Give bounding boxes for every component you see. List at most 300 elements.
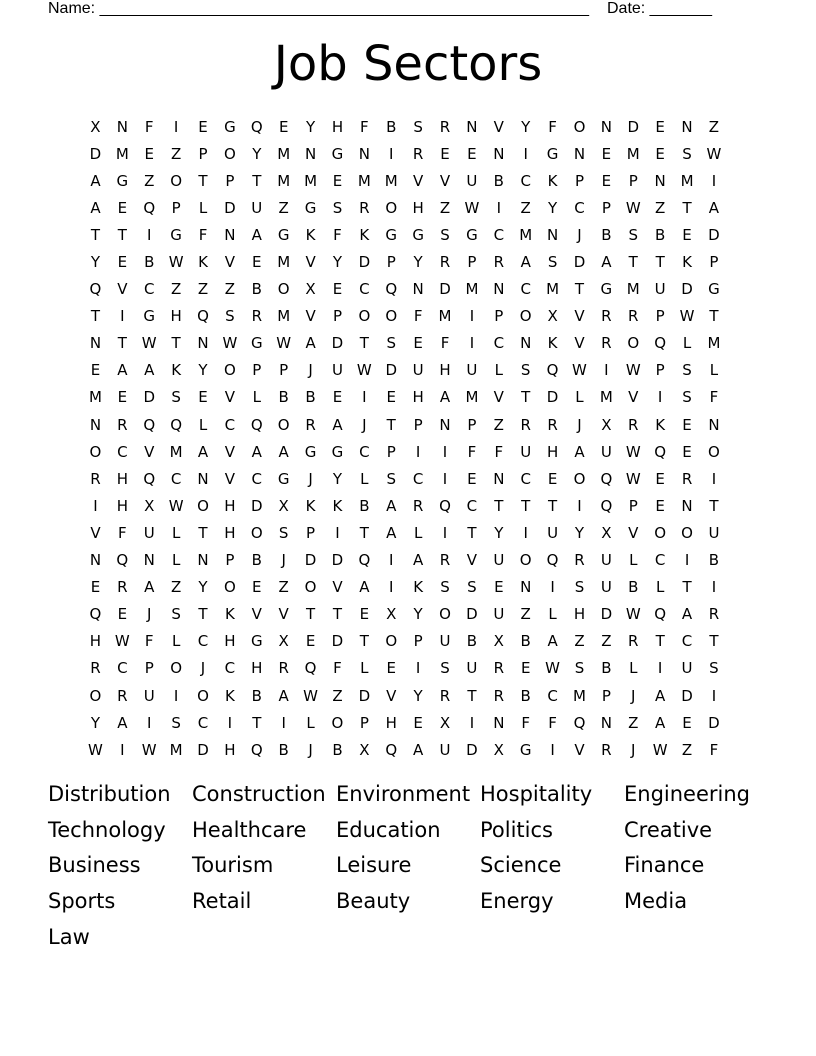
grid-letter[interactable]: I — [604, 361, 609, 380]
grid-letter[interactable]: U — [466, 659, 478, 678]
grid-letter[interactable]: P — [413, 415, 423, 434]
grid-letter[interactable]: O — [573, 469, 586, 488]
grid-letter[interactable]: H — [331, 117, 344, 136]
grid-letter[interactable]: C — [493, 334, 505, 353]
grid-letter[interactable]: A — [655, 713, 666, 732]
grid-letter[interactable]: T — [628, 253, 638, 272]
grid-letter[interactable]: E — [467, 144, 477, 163]
grid-letter[interactable]: F — [548, 713, 557, 732]
grid-letter[interactable]: J — [577, 225, 582, 244]
grid-letter[interactable]: H — [546, 442, 559, 461]
grid-letter[interactable]: I — [469, 307, 475, 326]
grid-letter[interactable]: L — [171, 632, 181, 651]
grid-letter[interactable]: I — [415, 442, 421, 461]
grid-letter[interactable]: A — [251, 442, 262, 461]
grid-letter[interactable]: P — [306, 523, 316, 542]
grid-letter[interactable]: I — [147, 713, 152, 732]
grid-letter[interactable]: Q — [89, 280, 102, 299]
grid-letter[interactable]: O — [277, 280, 290, 299]
grid-letter[interactable]: W — [625, 361, 641, 380]
grid-letter[interactable]: N — [708, 415, 720, 434]
grid-letter[interactable]: Q — [250, 740, 263, 759]
grid-letter[interactable]: F — [333, 659, 342, 678]
grid-letter[interactable]: U — [547, 523, 559, 542]
grid-letter[interactable]: N — [573, 144, 586, 163]
grid-letter[interactable]: N — [466, 117, 478, 136]
grid-letter[interactable]: A — [520, 253, 531, 272]
grid-letter[interactable]: M — [680, 171, 694, 190]
grid-letter[interactable]: Y — [413, 686, 423, 705]
grid-letter[interactable]: K — [224, 605, 235, 624]
name-field[interactable]: Name: _______________________________________________________ — [48, 0, 589, 17]
grid-letter[interactable]: T — [117, 225, 127, 244]
grid-letter[interactable]: O — [197, 686, 209, 705]
grid-letter[interactable]: T — [171, 334, 181, 353]
grid-letter[interactable]: M — [707, 334, 721, 353]
grid-letter[interactable]: C — [197, 713, 209, 732]
grid-letter[interactable]: I — [93, 496, 98, 515]
grid-letter[interactable]: O — [304, 578, 317, 597]
grid-letter[interactable]: U — [493, 605, 505, 624]
grid-letter[interactable]: C — [493, 225, 505, 244]
grid-letter[interactable]: O — [573, 117, 586, 136]
grid-letter[interactable]: J — [147, 605, 152, 624]
grid-letter[interactable]: Z — [332, 686, 343, 705]
grid-letter[interactable]: A — [278, 442, 289, 461]
grid-letter[interactable]: K — [547, 171, 558, 190]
grid-letter[interactable]: G — [466, 225, 478, 244]
grid-letter[interactable]: N — [116, 117, 128, 136]
grid-letter[interactable]: P — [332, 307, 342, 326]
grid-letter[interactable]: V — [439, 171, 451, 190]
grid-letter[interactable]: G — [143, 307, 156, 326]
grid-letter[interactable]: P — [467, 253, 477, 272]
grid-letter[interactable]: R — [708, 605, 720, 624]
grid-letter[interactable]: H — [224, 632, 236, 651]
grid-letter[interactable]: B — [386, 117, 397, 136]
grid-letter[interactable]: I — [335, 523, 340, 542]
grid-letter[interactable]: R — [90, 469, 101, 488]
grid-letter[interactable]: D — [681, 280, 693, 299]
grid-letter[interactable]: F — [333, 225, 342, 244]
grid-letter[interactable]: I — [120, 740, 125, 759]
grid-letter[interactable]: F — [494, 442, 504, 461]
grid-letter[interactable]: N — [412, 280, 424, 299]
grid-letter[interactable]: E — [655, 469, 665, 488]
grid-letter[interactable]: T — [494, 496, 504, 515]
grid-letter[interactable]: S — [628, 225, 639, 244]
grid-letter[interactable]: Y — [413, 605, 423, 624]
grid-letter[interactable]: E — [494, 578, 504, 597]
grid-letter[interactable]: W — [625, 198, 641, 217]
grid-letter[interactable]: V — [386, 686, 397, 705]
grid-letter[interactable]: T — [117, 334, 127, 353]
grid-letter[interactable]: J — [308, 361, 313, 380]
grid-letter[interactable]: D — [197, 740, 209, 759]
grid-letter[interactable]: N — [520, 334, 532, 353]
grid-letter[interactable]: D — [708, 225, 720, 244]
grid-letter[interactable]: K — [171, 361, 182, 380]
grid-letter[interactable]: V — [628, 523, 639, 542]
grid-letter[interactable]: S — [171, 388, 181, 407]
grid-letter[interactable]: I — [173, 686, 179, 705]
grid-letter[interactable]: W — [572, 361, 587, 380]
grid-letter[interactable]: J — [281, 551, 286, 570]
grid-letter[interactable]: C — [170, 469, 182, 488]
grid-letter[interactable]: Y — [90, 253, 101, 272]
grid-letter[interactable]: A — [144, 578, 155, 597]
grid-letter[interactable]: W — [679, 307, 695, 326]
grid-letter[interactable]: B — [601, 659, 612, 678]
grid-letter[interactable]: Z — [655, 198, 666, 217]
grid-letter[interactable]: I — [711, 578, 717, 597]
grid-letter[interactable]: B — [332, 740, 343, 759]
grid-letter[interactable]: T — [521, 388, 531, 407]
grid-letter[interactable]: R — [574, 551, 585, 570]
grid-letter[interactable]: B — [251, 280, 262, 299]
grid-letter[interactable]: E — [682, 442, 692, 461]
grid-letter[interactable]: V — [117, 280, 128, 299]
grid-letter[interactable]: Z — [170, 280, 182, 299]
grid-letter[interactable]: X — [359, 740, 370, 759]
grid-letter[interactable]: D — [224, 198, 236, 217]
grid-letter[interactable]: Z — [278, 198, 289, 217]
grid-letter[interactable]: P — [144, 659, 154, 678]
grid-letter[interactable]: A — [601, 253, 612, 272]
grid-letter[interactable]: E — [682, 415, 692, 434]
grid-letter[interactable]: X — [278, 496, 289, 515]
grid-letter[interactable]: D — [573, 253, 586, 272]
grid-letter[interactable]: E — [90, 361, 101, 380]
grid-letter[interactable]: I — [711, 686, 717, 705]
grid-letter[interactable]: P — [494, 307, 504, 326]
grid-letter[interactable]: V — [493, 388, 504, 407]
grid-letter[interactable]: N — [493, 280, 505, 299]
grid-letter[interactable]: A — [574, 442, 585, 461]
grid-letter[interactable]: J — [577, 415, 582, 434]
grid-letter[interactable]: F — [413, 307, 423, 326]
grid-letter[interactable]: U — [143, 523, 155, 542]
grid-letter[interactable]: I — [496, 198, 502, 217]
grid-letter[interactable]: L — [548, 605, 557, 624]
grid-letter[interactable]: P — [279, 361, 289, 380]
grid-letter[interactable]: U — [654, 280, 666, 299]
grid-letter[interactable]: C — [117, 442, 128, 461]
grid-letter[interactable]: P — [601, 198, 611, 217]
grid-letter[interactable]: W — [356, 361, 372, 380]
grid-letter[interactable]: T — [574, 280, 585, 299]
grid-letter[interactable]: F — [144, 632, 154, 651]
grid-letter[interactable]: P — [413, 632, 423, 651]
grid-letter[interactable]: U — [681, 659, 693, 678]
grid-letter[interactable]: V — [305, 307, 316, 326]
grid-letter[interactable]: M — [88, 388, 102, 407]
grid-letter[interactable]: M — [438, 307, 452, 326]
grid-letter[interactable]: M — [277, 144, 291, 163]
grid-letter[interactable]: P — [225, 551, 235, 570]
grid-letter[interactable]: Q — [546, 551, 559, 570]
grid-letter[interactable]: D — [331, 551, 344, 570]
grid-letter[interactable]: G — [331, 442, 344, 461]
grid-letter[interactable]: W — [652, 740, 668, 759]
grid-letter[interactable]: Z — [278, 578, 289, 597]
grid-letter[interactable]: N — [681, 117, 693, 136]
grid-letter[interactable]: O — [197, 496, 209, 515]
grid-letter[interactable]: I — [173, 117, 179, 136]
grid-letter[interactable]: Q — [358, 551, 371, 570]
grid-letter[interactable]: Q — [385, 740, 398, 759]
grid-letter[interactable]: P — [225, 171, 235, 190]
grid-letter[interactable]: H — [170, 307, 182, 326]
grid-letter[interactable]: J — [200, 659, 206, 678]
grid-letter[interactable]: X — [144, 496, 155, 515]
grid-letter[interactable]: W — [276, 334, 292, 353]
grid-letter[interactable]: R — [681, 469, 693, 488]
grid-letter[interactable]: R — [90, 659, 101, 678]
grid-letter[interactable]: N — [439, 415, 451, 434]
grid-letter[interactable]: O — [170, 171, 183, 190]
grid-letter[interactable]: E — [440, 144, 450, 163]
grid-letter[interactable]: G — [116, 171, 129, 190]
grid-letter[interactable]: L — [682, 334, 692, 353]
grid-letter[interactable]: X — [278, 632, 289, 651]
grid-letter[interactable]: L — [306, 713, 315, 732]
grid-letter[interactable]: W — [625, 469, 641, 488]
grid-letter[interactable]: V — [493, 117, 504, 136]
grid-letter[interactable]: H — [89, 632, 102, 651]
grid-letter[interactable]: Y — [494, 523, 504, 542]
grid-letter[interactable]: V — [251, 605, 262, 624]
grid-letter[interactable]: R — [412, 144, 424, 163]
grid-letter[interactable]: R — [601, 334, 612, 353]
grid-letter[interactable]: P — [171, 198, 181, 217]
grid-letter[interactable]: E — [682, 713, 692, 732]
grid-letter[interactable]: U — [708, 523, 720, 542]
grid-letter[interactable]: S — [547, 253, 558, 272]
grid-letter[interactable]: M — [465, 280, 479, 299]
grid-letter[interactable]: I — [684, 551, 690, 570]
grid-letter[interactable]: T — [198, 171, 208, 190]
grid-letter[interactable]: Y — [548, 198, 558, 217]
grid-letter[interactable]: S — [332, 198, 343, 217]
grid-letter[interactable]: R — [117, 415, 128, 434]
grid-letter[interactable]: I — [523, 523, 528, 542]
grid-letter[interactable]: F — [360, 117, 369, 136]
grid-letter[interactable]: K — [682, 253, 692, 272]
grid-letter[interactable]: R — [117, 686, 128, 705]
grid-letter[interactable]: A — [90, 171, 101, 190]
grid-letter[interactable]: L — [709, 361, 719, 380]
grid-letter[interactable]: G — [385, 225, 398, 244]
grid-letter[interactable]: B — [278, 388, 289, 407]
grid-letter[interactable]: H — [439, 361, 451, 380]
grid-letter[interactable]: J — [631, 686, 636, 705]
grid-letter[interactable]: G — [708, 280, 720, 299]
grid-letter[interactable]: T — [90, 307, 101, 326]
grid-letter[interactable]: I — [550, 740, 555, 759]
grid-letter[interactable]: D — [89, 144, 102, 163]
grid-letter[interactable]: G — [412, 225, 424, 244]
grid-letter[interactable]: C — [117, 659, 128, 678]
grid-letter[interactable]: X — [547, 307, 558, 326]
grid-letter[interactable]: F — [440, 334, 450, 353]
grid-letter[interactable]: N — [358, 144, 370, 163]
grid-letter[interactable]: I — [120, 307, 125, 326]
grid-letter[interactable]: E — [305, 632, 316, 651]
grid-letter[interactable]: S — [440, 225, 450, 244]
grid-letter[interactable]: Z — [439, 198, 451, 217]
grid-letter[interactable]: X — [90, 117, 101, 136]
grid-letter[interactable]: N — [493, 144, 505, 163]
grid-letter[interactable]: E — [413, 334, 423, 353]
grid-letter[interactable]: C — [520, 280, 531, 299]
grid-letter[interactable]: F — [548, 117, 557, 136]
grid-letter[interactable]: R — [628, 632, 639, 651]
grid-letter[interactable]: Q — [304, 659, 317, 678]
grid-letter[interactable]: Q — [143, 415, 156, 434]
grid-letter[interactable]: S — [440, 659, 450, 678]
grid-letter[interactable]: R — [439, 686, 451, 705]
grid-letter[interactable]: G — [600, 280, 613, 299]
grid-letter[interactable]: D — [439, 280, 451, 299]
grid-letter[interactable]: E — [117, 253, 128, 272]
grid-letter[interactable]: V — [574, 740, 585, 759]
grid-letter[interactable]: I — [389, 578, 394, 597]
grid-letter[interactable]: M — [626, 280, 640, 299]
date-field[interactable]: Date: _______ — [606, 0, 712, 17]
grid-letter[interactable]: Z — [681, 740, 693, 759]
grid-letter[interactable]: R — [520, 415, 531, 434]
grid-letter[interactable]: W — [706, 144, 722, 163]
grid-letter[interactable]: B — [628, 578, 639, 597]
grid-letter[interactable]: Z — [520, 198, 531, 217]
grid-letter[interactable]: E — [520, 659, 531, 678]
grid-letter[interactable]: T — [709, 307, 719, 326]
grid-letter[interactable]: D — [681, 686, 693, 705]
grid-letter[interactable]: S — [574, 578, 585, 597]
grid-letter[interactable]: A — [332, 415, 343, 434]
grid-letter[interactable]: B — [144, 253, 155, 272]
grid-letter[interactable]: A — [547, 632, 558, 651]
grid-letter[interactable]: R — [628, 415, 639, 434]
grid-letter[interactable]: H — [116, 469, 128, 488]
grid-letter[interactable]: R — [251, 307, 262, 326]
grid-letter[interactable]: E — [655, 117, 665, 136]
grid-letter[interactable]: G — [250, 632, 263, 651]
grid-letter[interactable]: U — [466, 171, 478, 190]
grid-letter[interactable]: K — [224, 686, 235, 705]
grid-letter[interactable]: T — [709, 632, 719, 651]
grid-letter[interactable]: W — [625, 605, 641, 624]
grid-letter[interactable]: N — [143, 551, 155, 570]
grid-letter[interactable]: V — [278, 605, 289, 624]
grid-letter[interactable]: I — [550, 578, 555, 597]
grid-letter[interactable]: T — [709, 496, 719, 515]
grid-letter[interactable]: N — [89, 415, 102, 434]
grid-letter[interactable]: S — [171, 605, 181, 624]
grid-letter[interactable]: O — [708, 442, 720, 461]
grid-letter[interactable]: T — [90, 225, 101, 244]
grid-letter[interactable]: E — [547, 469, 558, 488]
grid-letter[interactable]: X — [493, 632, 504, 651]
grid-letter[interactable]: R — [439, 117, 451, 136]
grid-letter[interactable]: P — [628, 496, 638, 515]
grid-letter[interactable]: O — [223, 144, 236, 163]
grid-letter[interactable]: U — [439, 740, 451, 759]
grid-letter[interactable]: O — [170, 659, 183, 678]
grid-letter[interactable]: E — [467, 469, 477, 488]
grid-letter[interactable]: P — [709, 253, 719, 272]
grid-letter[interactable]: R — [493, 686, 505, 705]
grid-letter[interactable]: E — [198, 117, 208, 136]
grid-letter[interactable]: O — [223, 578, 236, 597]
grid-letter[interactable]: T — [198, 605, 208, 624]
grid-letter[interactable]: N — [197, 469, 209, 488]
grid-letter[interactable]: A — [386, 496, 397, 515]
grid-letter[interactable]: Y — [332, 253, 343, 272]
grid-letter[interactable]: E — [386, 659, 396, 678]
grid-letter[interactable]: E — [252, 578, 262, 597]
grid-letter[interactable]: Y — [521, 117, 531, 136]
grid-letter[interactable]: P — [386, 253, 396, 272]
grid-letter[interactable]: U — [466, 361, 478, 380]
grid-letter[interactable]: A — [144, 361, 155, 380]
grid-letter[interactable]: T — [521, 496, 531, 515]
grid-letter[interactable]: V — [144, 442, 155, 461]
grid-letter[interactable]: B — [278, 740, 289, 759]
grid-letter[interactable]: N — [654, 171, 666, 190]
grid-letter[interactable]: A — [439, 388, 451, 407]
grid-letter[interactable]: N — [681, 496, 693, 515]
grid-letter[interactable]: J — [631, 740, 636, 759]
grid-letter[interactable]: G — [277, 469, 290, 488]
grid-letter[interactable]: Y — [252, 144, 262, 163]
grid-letter[interactable]: C — [224, 415, 236, 434]
grid-letter[interactable]: U — [493, 551, 505, 570]
grid-letter[interactable]: Q — [600, 496, 613, 515]
grid-letter[interactable]: S — [413, 117, 423, 136]
grid-letter[interactable]: I — [442, 442, 448, 461]
grid-letter[interactable]: P — [655, 307, 665, 326]
grid-letter[interactable]: B — [520, 686, 531, 705]
grid-letter[interactable]: Q — [654, 605, 667, 624]
grid-letter[interactable]: L — [629, 659, 638, 678]
grid-letter[interactable]: N — [520, 578, 532, 597]
grid-letter[interactable]: W — [141, 740, 157, 759]
grid-letter[interactable]: D — [627, 117, 640, 136]
grid-letter[interactable]: E — [682, 225, 692, 244]
grid-letter[interactable]: I — [711, 469, 717, 488]
grid-letter[interactable]: L — [171, 523, 181, 542]
grid-letter[interactable]: M — [357, 171, 371, 190]
grid-letter[interactable]: Z — [601, 632, 612, 651]
grid-letter[interactable]: I — [227, 713, 233, 732]
grid-letter[interactable]: D — [251, 496, 263, 515]
grid-letter[interactable]: V — [90, 523, 101, 542]
grid-letter[interactable]: P — [655, 361, 665, 380]
grid-letter[interactable]: N — [197, 551, 209, 570]
grid-letter[interactable]: I — [415, 659, 421, 678]
grid-letter[interactable]: A — [117, 361, 128, 380]
grid-letter[interactable]: Z — [574, 632, 585, 651]
grid-letter[interactable]: T — [252, 171, 262, 190]
grid-letter[interactable]: S — [574, 659, 585, 678]
grid-letter[interactable]: O — [89, 442, 102, 461]
grid-letter[interactable]: S — [225, 307, 235, 326]
grid-letter[interactable]: S — [682, 361, 692, 380]
grid-letter[interactable]: Q — [385, 280, 398, 299]
grid-letter[interactable]: M — [169, 740, 183, 759]
